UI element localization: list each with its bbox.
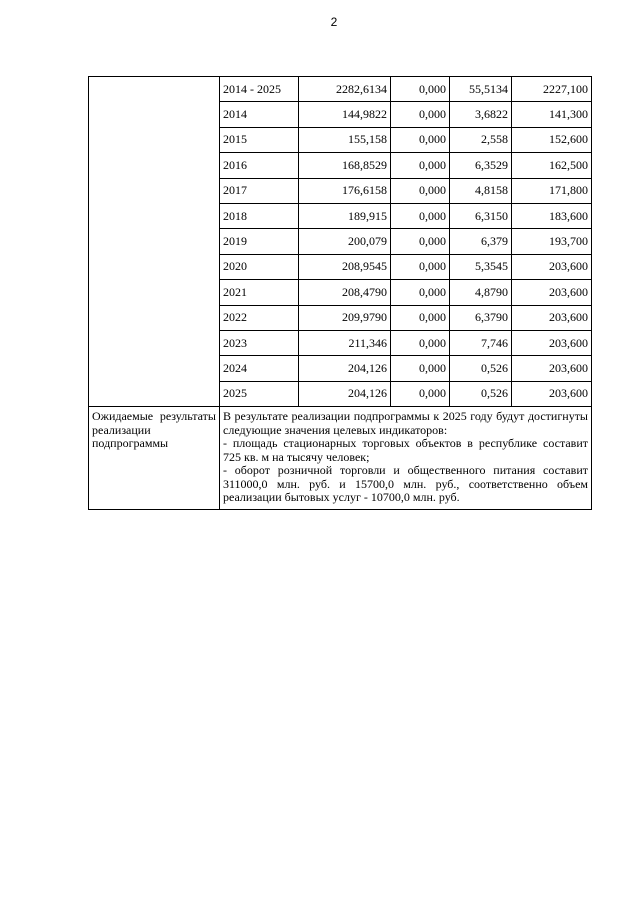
value-cell: 0,000: [391, 153, 450, 178]
year-cell: 2019: [220, 229, 299, 254]
value-cell: 0,000: [391, 254, 450, 279]
value-cell: 0,000: [391, 178, 450, 203]
year-cell: 2020: [220, 254, 299, 279]
value-cell: 0,000: [391, 229, 450, 254]
value-cell: 0,000: [391, 305, 450, 330]
year-cell: 2016: [220, 153, 299, 178]
value-cell: 183,600: [512, 203, 592, 228]
total-cell: 208,9545: [299, 254, 391, 279]
year-cell: 2022: [220, 305, 299, 330]
page-number: 2: [330, 15, 338, 29]
expected-results-label-cell: [89, 407, 220, 510]
value-cell: 55,5134: [450, 77, 512, 102]
value-cell: 2,558: [450, 127, 512, 152]
total-cell: 2282,6134: [299, 77, 391, 102]
total-cell: 204,126: [299, 356, 391, 381]
total-cell: 200,079: [299, 229, 391, 254]
expected-results-paragraph: - площадь стационарных торговых объектов в республике составит 725 кв. м на тысячу человек;: [223, 436, 588, 464]
value-cell: 3,6822: [450, 102, 512, 127]
value-cell: 0,526: [450, 381, 512, 406]
value-cell: 171,800: [512, 178, 592, 203]
year-cell: 2014 - 2025: [220, 77, 299, 102]
year-cell: 2014: [220, 102, 299, 127]
value-cell: 4,8158: [450, 178, 512, 203]
value-cell: 0,000: [391, 127, 450, 152]
total-cell: 176,6158: [299, 178, 391, 203]
year-cell: 2024: [220, 356, 299, 381]
year-cell: 2018: [220, 203, 299, 228]
value-cell: 0,526: [450, 356, 512, 381]
total-cell: 189,915: [299, 203, 391, 228]
expected-results-paragraph: В результате реализации подпрограммы к 2025 году будут достигнуты следующие значения целевых индикаторов:: [223, 409, 588, 437]
expected-results-label: Ожидаемые результаты реализации подпрограммы: [92, 409, 216, 451]
funding-table-body: [89, 77, 592, 407]
value-cell: 162,500: [512, 153, 592, 178]
value-cell: 203,600: [512, 305, 592, 330]
funding-row: [89, 77, 592, 102]
value-cell: 6,379: [450, 229, 512, 254]
value-cell: 0,000: [391, 102, 450, 127]
total-cell: 209,9790: [299, 305, 391, 330]
value-cell: 193,700: [512, 229, 592, 254]
value-cell: 2227,100: [512, 77, 592, 102]
total-cell: 168,8529: [299, 153, 391, 178]
value-cell: 141,300: [512, 102, 592, 127]
expected-results-paragraph: - оборот розничной торговли и общественного питания составит 311000,0 млн. руб. и 15700,0 млн. руб., соответственно объем реализации бытовых услуг - 10700,0 млн. руб.: [223, 463, 588, 505]
total-cell: 204,126: [299, 381, 391, 406]
value-cell: 0,000: [391, 280, 450, 305]
year-cell: 2023: [220, 330, 299, 355]
total-cell: 144,9822: [299, 102, 391, 127]
value-cell: 6,3150: [450, 203, 512, 228]
year-cell: 2025: [220, 381, 299, 406]
total-cell: 208,4790: [299, 280, 391, 305]
value-cell: 203,600: [512, 330, 592, 355]
value-cell: 203,600: [512, 254, 592, 279]
year-cell: 2021: [220, 280, 299, 305]
value-cell: 6,3529: [450, 153, 512, 178]
total-cell: 211,346: [299, 330, 391, 355]
value-cell: 6,3790: [450, 305, 512, 330]
expected-results-text-cell: [220, 407, 592, 510]
value-cell: 203,600: [512, 356, 592, 381]
value-cell: 0,000: [391, 381, 450, 406]
year-cell: 2017: [220, 178, 299, 203]
value-cell: 0,000: [391, 203, 450, 228]
funding-table: [88, 76, 592, 510]
value-cell: 0,000: [391, 77, 450, 102]
total-cell: 155,158: [299, 127, 391, 152]
value-cell: 203,600: [512, 280, 592, 305]
value-cell: 203,600: [512, 381, 592, 406]
value-cell: 7,746: [450, 330, 512, 355]
value-cell: 4,8790: [450, 280, 512, 305]
expected-results-row: [89, 407, 592, 510]
value-cell: 152,600: [512, 127, 592, 152]
funding-label-cell: [89, 77, 220, 407]
value-cell: 0,000: [391, 330, 450, 355]
value-cell: 0,000: [391, 356, 450, 381]
year-cell: 2015: [220, 127, 299, 152]
value-cell: 5,3545: [450, 254, 512, 279]
